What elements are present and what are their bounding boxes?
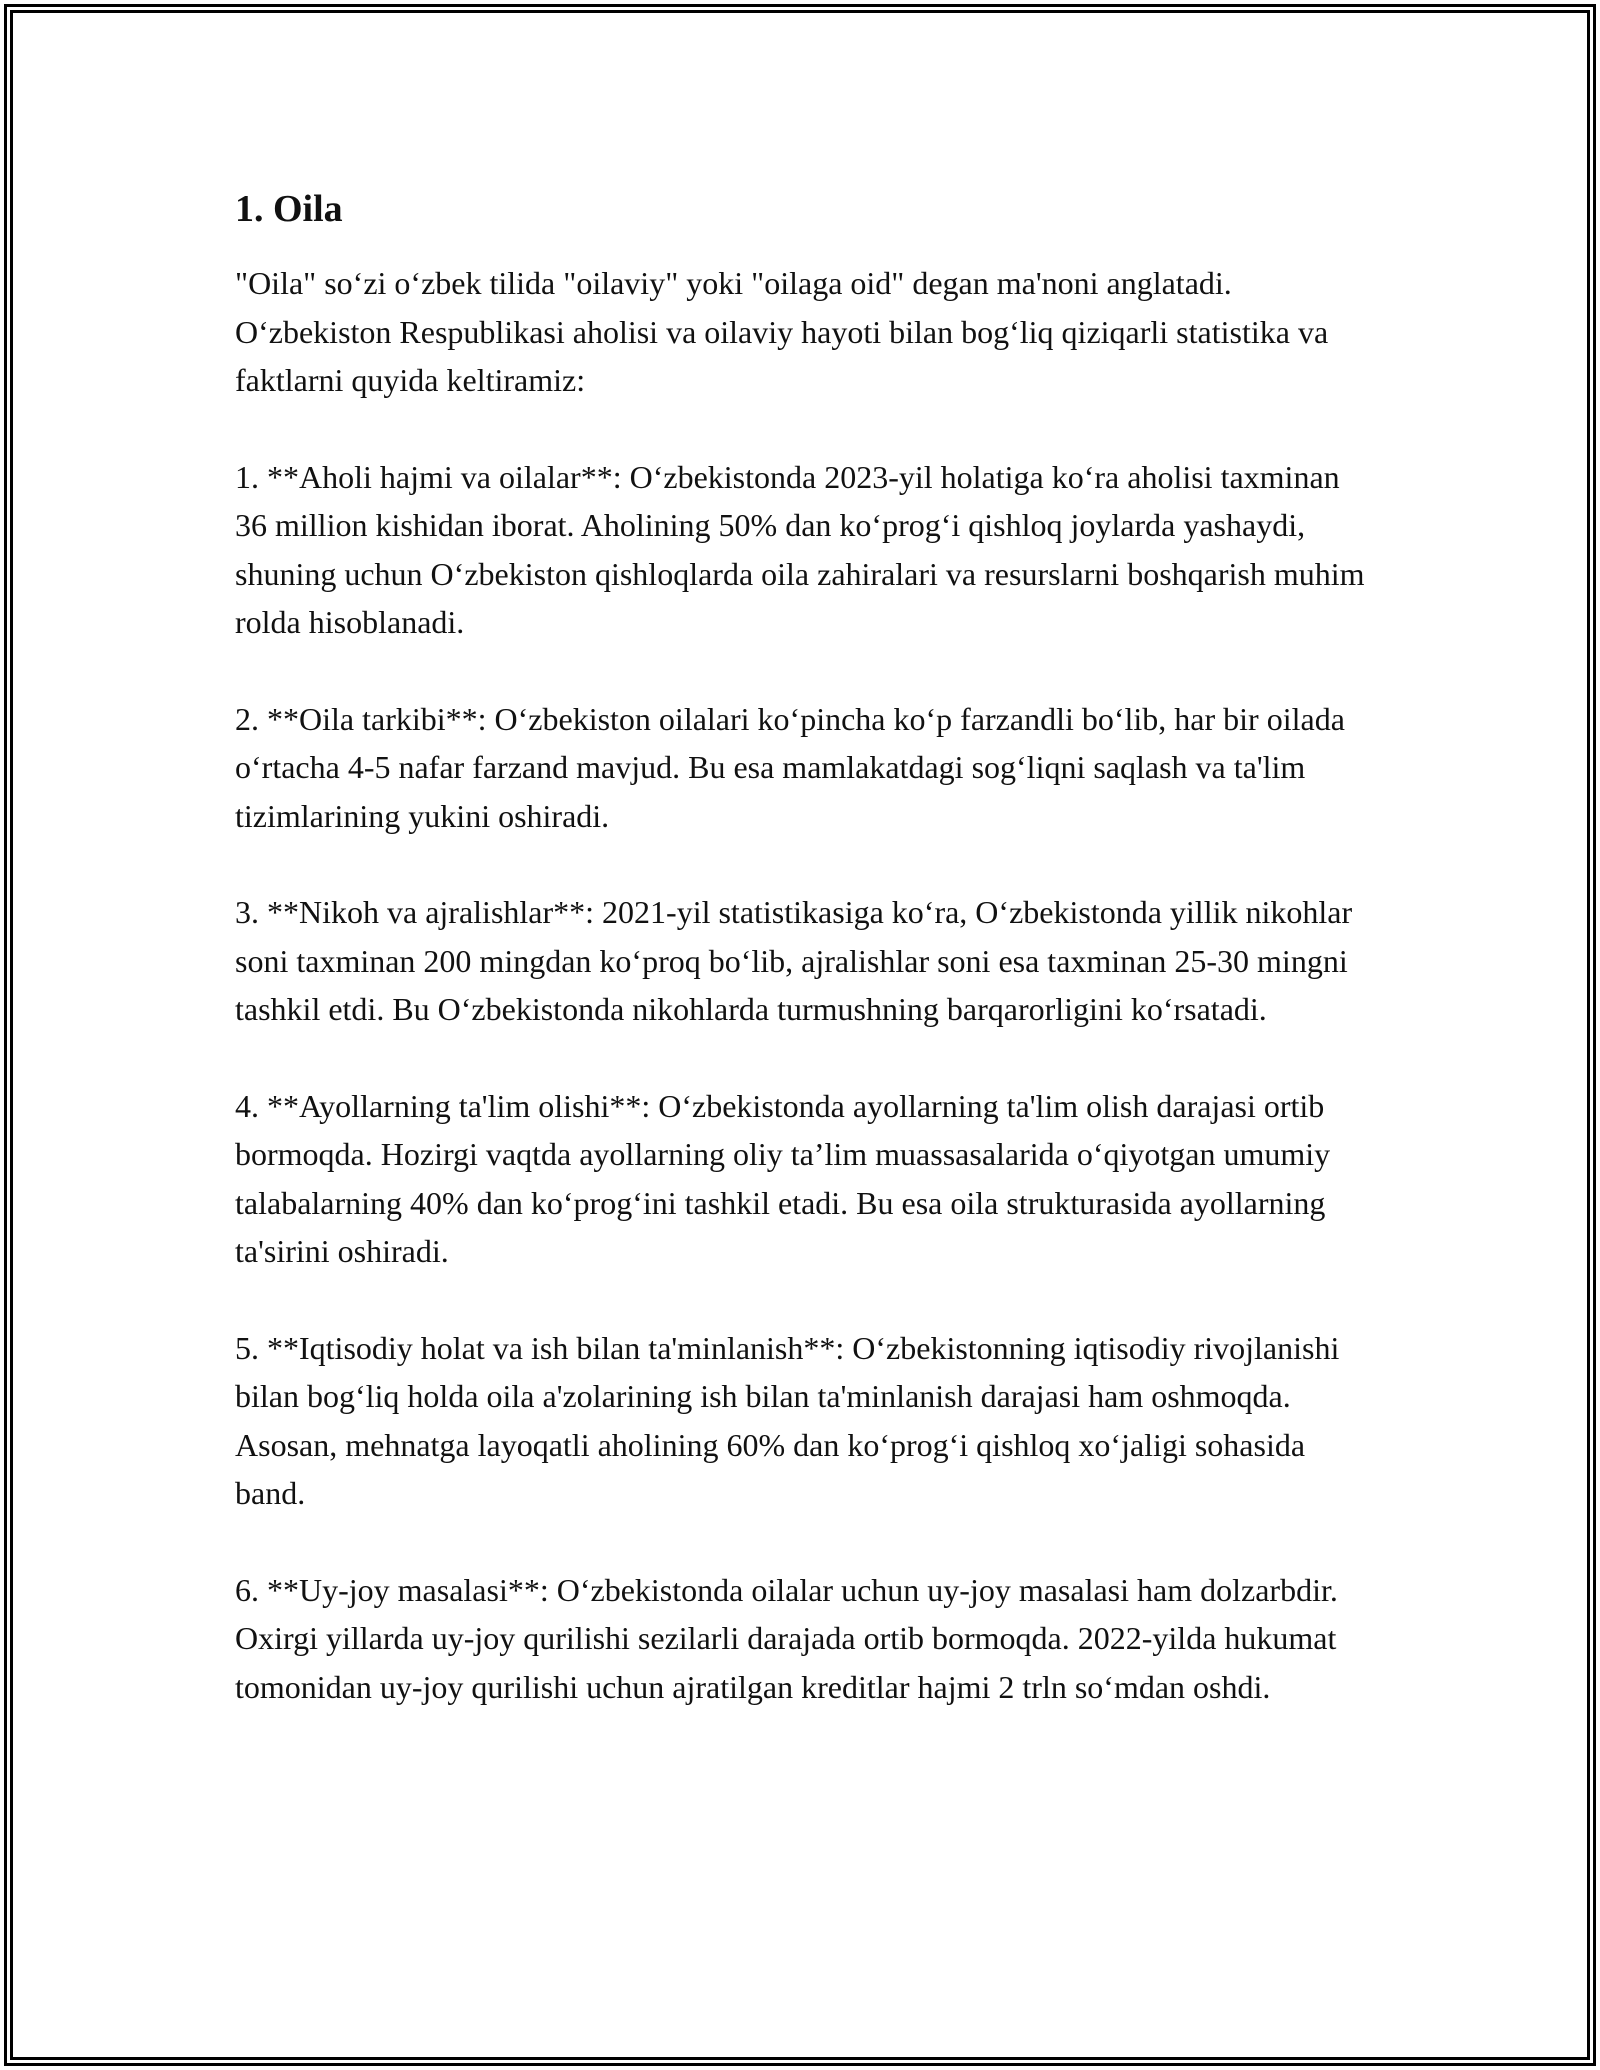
intro-paragraph: "Oila" so‘zi o‘zbek tilida "oilaviy" yoki "oilaga oid" degan ma'noni anglatadi. O‘zbekiston Respublikasi aholisi va oilaviy hayoti bilan bog‘liq qiziqarli statistika va faktlarni quyida keltiramiz: [235, 265, 1329, 398]
fact-paragraph-housing: 6. **Uy-joy masalasi**: O‘zbekistonda oilalar uchun uy-joy masalasi ham dolzarbdir. Oxirgi yillarda uy-joy qurilishi sezilarli darajada ortib bormoqda. 2022-yilda hukumat tomonidan uy-joy qurilishi uchun ajratilgan kreditlar hajmi 2 trln so‘mdan oshdi. [235, 1571, 1338, 1705]
fact-paragraph-economy-employment: 5. **Iqtisodiy holat va ish bilan ta'minlanish**: O‘zbekistonning iqtisodiy rivojlanishi bilan bog‘liq holda oila a'zolarining ish bilan ta'minlanish darajasi ham oshmoqda. Asosan, mehnatga layoqatli aholining 60% dan ko‘prog‘i qishloq xo‘jaligi sohasida band. [235, 1329, 1340, 1511]
fact-paragraph-population: 1. **Aholi hajmi va oilalar**: O‘zbekistonda 2023-yil holatiga ko‘ra aholisi taxminan 36 million kishidan iborat. Aholining 50% dan ko‘prog‘i qishloq joylarda yashaydi, shuning uchun O‘zbekiston qishloqlarda oila zahiralari va resurslarni boshqarish muhim rolda hisoblanadi. [235, 458, 1365, 640]
section-heading: 1. Oila [235, 188, 343, 230]
fact-paragraph-women-education: 4. **Ayollarning ta'lim olishi**: O‘zbekistonda ayollarning ta'lim olish darajasi ortib bormoqda. Hozirgi vaqtda ayollarning oliy ta’lim muassasalarida o‘qiyotgan umumiy talabalarning 40% dan ko‘prog‘ini tashkil etadi. Bu esa oila strukturasida ayollarning ta'sirini oshiradi. [235, 1087, 1331, 1269]
fact-paragraph-family-structure: 2. **Oila tarkibi**: O‘zbekiston oilalari ko‘pincha ko‘p farzandli bo‘lib, har bir oilada o‘rtacha 4-5 nafar farzand mavjud. Bu esa mamlakatdagi sog‘liqni saqlash va ta'lim tizimlarining yukini oshiradi. [235, 700, 1345, 834]
fact-paragraph-marriage-divorce: 3. **Nikoh va ajralishlar**: 2021-yil statistikasiga ko‘ra, O‘zbekistonda yillik nikohlar soni taxminan 200 mingdan ko‘proq bo‘lib, ajralishlar soni esa taxminan 25-30 mingni tashkil etdi. Bu O‘zbekistonda nikohlarda turmushning barqarorligini ko‘rsatadi. [235, 894, 1353, 1027]
document-body [235, 185, 1375, 1759]
